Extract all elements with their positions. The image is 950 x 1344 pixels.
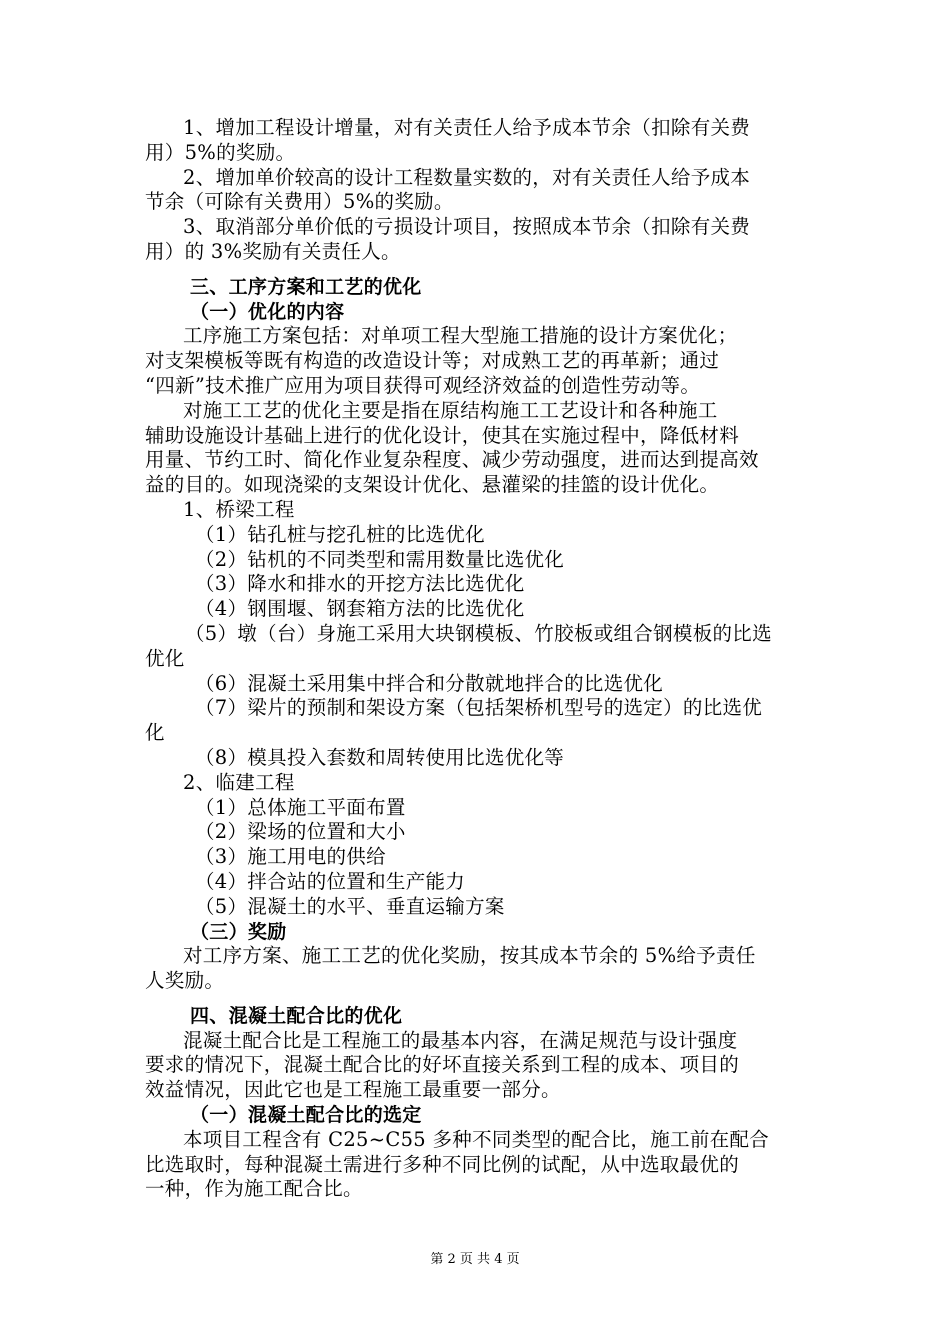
list-item: （3）施工用电的供给: [195, 845, 386, 869]
para-line: 用量、节约工时、简化作业复杂程度、减少劳动强度，进而达到提高效: [145, 448, 759, 472]
para-line: 本项目工程含有 C25~C55 多种不同类型的配合比，施工前在配合: [183, 1127, 770, 1151]
list-item: （4）钢围堰、钢套箱方法的比选优化: [195, 597, 525, 621]
para-line: 节余（可除有关费用）5%的奖励。: [145, 190, 454, 214]
list-item: （2）梁场的位置和大小: [195, 820, 406, 844]
para-line: “四新”技术推广应用为项目获得可观经济效益的创造性劳动等。: [145, 373, 701, 397]
list-item: （3）降水和排水的开挖方法比选优化: [195, 572, 525, 596]
para-line: 比选取时，每种混凝土需进行多种不同比例的试配，从中选取最优的: [145, 1152, 740, 1176]
para-line: 用）的 3%奖励有关责任人。: [145, 239, 401, 263]
list-item: （5）混凝土的水平、垂直运输方案: [195, 894, 505, 918]
list-item: （5）墩（台）身施工采用大块钢模板、竹胶板或组合钢模板的比选: [185, 621, 772, 645]
page-footer: 第 2 页 共 4 页: [430, 1252, 520, 1267]
subsection-heading: （一）优化的内容: [190, 300, 345, 323]
para-line: 3、取消部分单价低的亏损设计项目，按照成本节余（扣除有关费: [183, 215, 751, 239]
para-line: 一种，作为施工配合比。: [145, 1177, 363, 1201]
list-title: 2、临建工程: [183, 770, 295, 794]
para-line: 要求的情况下，混凝土配合比的好坏直接关系到工程的成本、项目的: [145, 1053, 740, 1077]
section-heading: 四、混凝土配合比的优化: [190, 1004, 403, 1027]
para-line: 对施工工艺的优化主要是指在原结构施工工艺设计和各种施工: [183, 398, 718, 422]
para-line: 用）5%的奖励。: [145, 140, 296, 164]
list-item: （4）拌合站的位置和生产能力: [195, 869, 466, 893]
list-item: （7）梁片的预制和架设方案（包括架桥机型号的选定）的比选优: [195, 696, 763, 720]
list-item: （1）总体施工平面布置: [195, 795, 406, 819]
list-item: 优化: [145, 646, 185, 670]
list-item: （6）混凝土采用集中拌合和分散就地拌合的比选优化: [195, 671, 664, 695]
para-line: 人奖励。: [145, 969, 225, 993]
list-title: 1、桥梁工程: [183, 497, 295, 521]
list-item: （8）模具投入套数和周转使用比选优化等: [195, 745, 565, 769]
list-item: 化: [145, 721, 165, 745]
section-heading: 三、工序方案和工艺的优化: [190, 275, 422, 298]
para-line: 混凝土配合比是工程施工的最基本内容，在满足规范与设计强度: [183, 1028, 738, 1052]
para-line: 对工序方案、施工工艺的优化奖励，按其成本节余的 5%给予责任: [183, 944, 756, 968]
subsection-heading: （三）奖励: [190, 920, 287, 943]
para-line: 对支架模板等既有构造的改造设计等；对成熟工艺的再革新；通过: [145, 349, 720, 373]
para-line: 益的目的。如现浇梁的支架设计优化、悬灌梁的挂篮的设计优化。: [145, 473, 720, 497]
para-line: 效益情况，因此它也是工程施工最重要一部分。: [145, 1078, 561, 1102]
para-line: 2、增加单价较高的设计工程数量实数的，对有关责任人给予成本: [183, 165, 751, 189]
body-text: [145, 116, 810, 1202]
para-line: 工序施工方案包括：对单项工程大型施工措施的设计方案优化；: [183, 324, 738, 348]
para-line: 辅助设施设计基础上进行的优化设计，使其在实施过程中，降低材料: [145, 423, 740, 447]
list-item: （2）钻机的不同类型和需用数量比选优化: [195, 547, 565, 571]
list-item: （1）钻孔桩与挖孔桩的比选优化: [195, 522, 485, 546]
para-line: 1、增加工程设计增量，对有关责任人给予成本节余（扣除有关费: [183, 116, 751, 139]
subsection-heading: （一）混凝土配合比的选定: [190, 1104, 422, 1127]
